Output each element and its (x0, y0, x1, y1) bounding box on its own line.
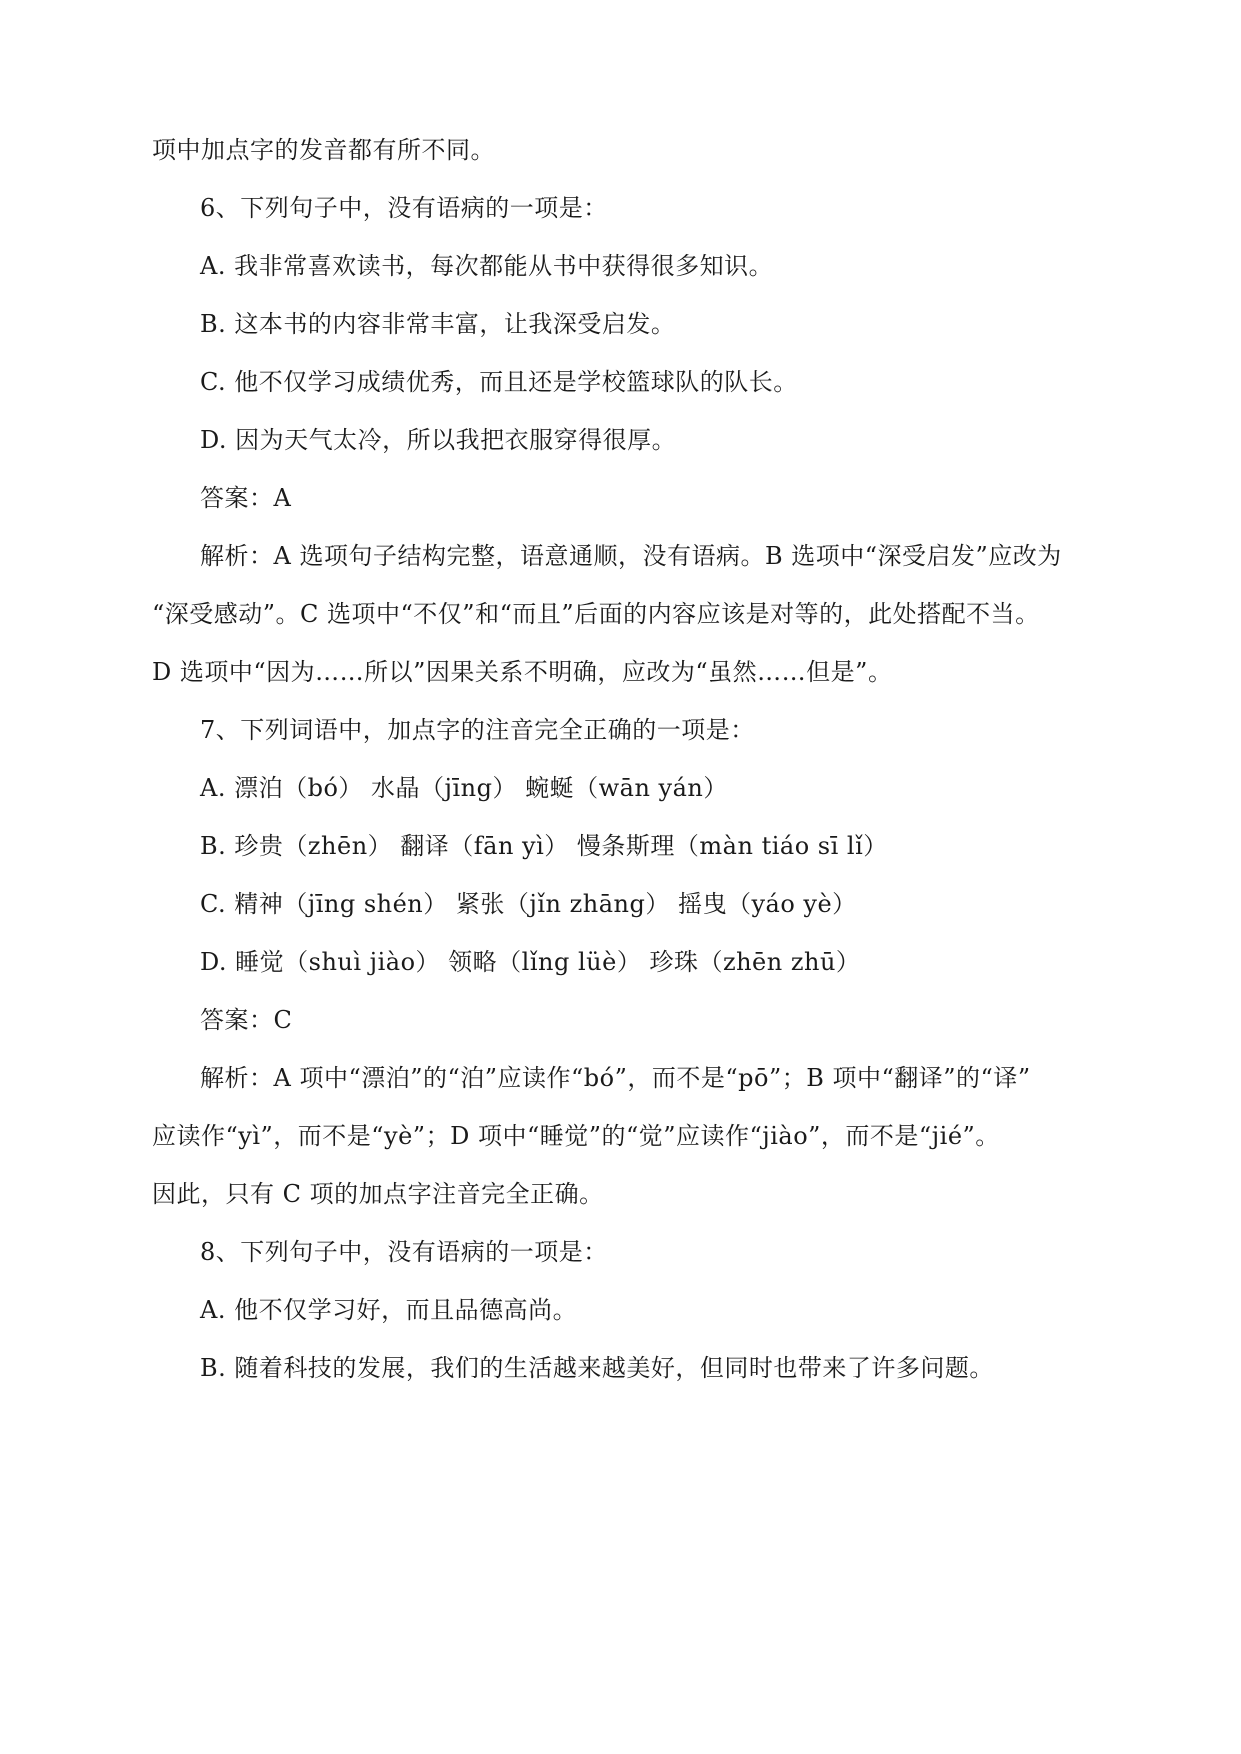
question-6-explanation-line-2: “深受感动”。C 选项中“不仅”和“而且”后面的内容应该是对等的，此处搭配不当。 (152, 600, 1040, 628)
question-7-stem: 7、下列词语中，加点字的注音完全正确的一项是： (200, 716, 755, 744)
question-6-explanation-line-3: D 选项中“因为……所以”因果关系不明确，应改为“虽然……但是”。 (152, 658, 893, 686)
question-6-stem: 6、下列句子中，没有语病的一项是： (200, 194, 608, 222)
question-7-option-d: D. 睡觉（shuì jiào） 领略（lǐng lüè） 珍珠（zhēn zhū） (200, 948, 861, 976)
question-6-explanation-line-1: 解析：A 选项句子结构完整，语意通顺，没有语病。B 选项中“深受启发”应改为 (200, 542, 1062, 570)
question-8-stem: 8、下列句子中，没有语病的一项是： (200, 1238, 608, 1266)
question-8-option-a: A. 他不仅学习好，而且品德高尚。 (200, 1296, 578, 1324)
question-6-option-c: C. 他不仅学习成绩优秀，而且还是学校篮球队的队长。 (200, 368, 798, 396)
question-7-explanation-line-2: 应读作“yì”，而不是“yè”；D 项中“睡觉”的“觉”应读作“jiào”，而不是“jié”。 (152, 1122, 1000, 1150)
question-7-explanation-line-3: 因此，只有 C 项的加点字注音完全正确。 (152, 1180, 604, 1208)
question-8-option-b: B. 随着科技的发展，我们的生活越来越美好，但同时也带来了许多问题。 (200, 1354, 994, 1382)
question-6-option-d: D. 因为天气太冷，所以我把衣服穿得很厚。 (200, 426, 677, 454)
question-7-answer: 答案：C (200, 1006, 293, 1034)
question-6-option-a: A. 我非常喜欢读书，每次都能从书中获得很多知识。 (200, 252, 774, 280)
question-7-option-c: C. 精神（jīng shén） 紧张（jǐn zhāng） 摇曳（yáo yè） (200, 890, 857, 918)
question-6-option-b: B. 这本书的内容非常丰富，让我深受启发。 (200, 310, 676, 338)
question-7-option-b: B. 珍贵（zhēn） 翻译（fān yì） 慢条斯理（màn tiáo sī lǐ） (200, 832, 888, 860)
question-7-option-a: A. 漂泊（bó） 水晶（jīng） 蜿蜒（wān yán） (200, 774, 728, 802)
question-6-answer: 答案：A (200, 484, 292, 512)
question-7-explanation-line-1: 解析：A 项中“漂泊”的“泊”应读作“bó”，而不是“pō”；B 项中“翻译”的“译” (200, 1064, 1031, 1092)
paragraph-continuation: 项中加点字的发音都有所不同。 (152, 136, 495, 164)
